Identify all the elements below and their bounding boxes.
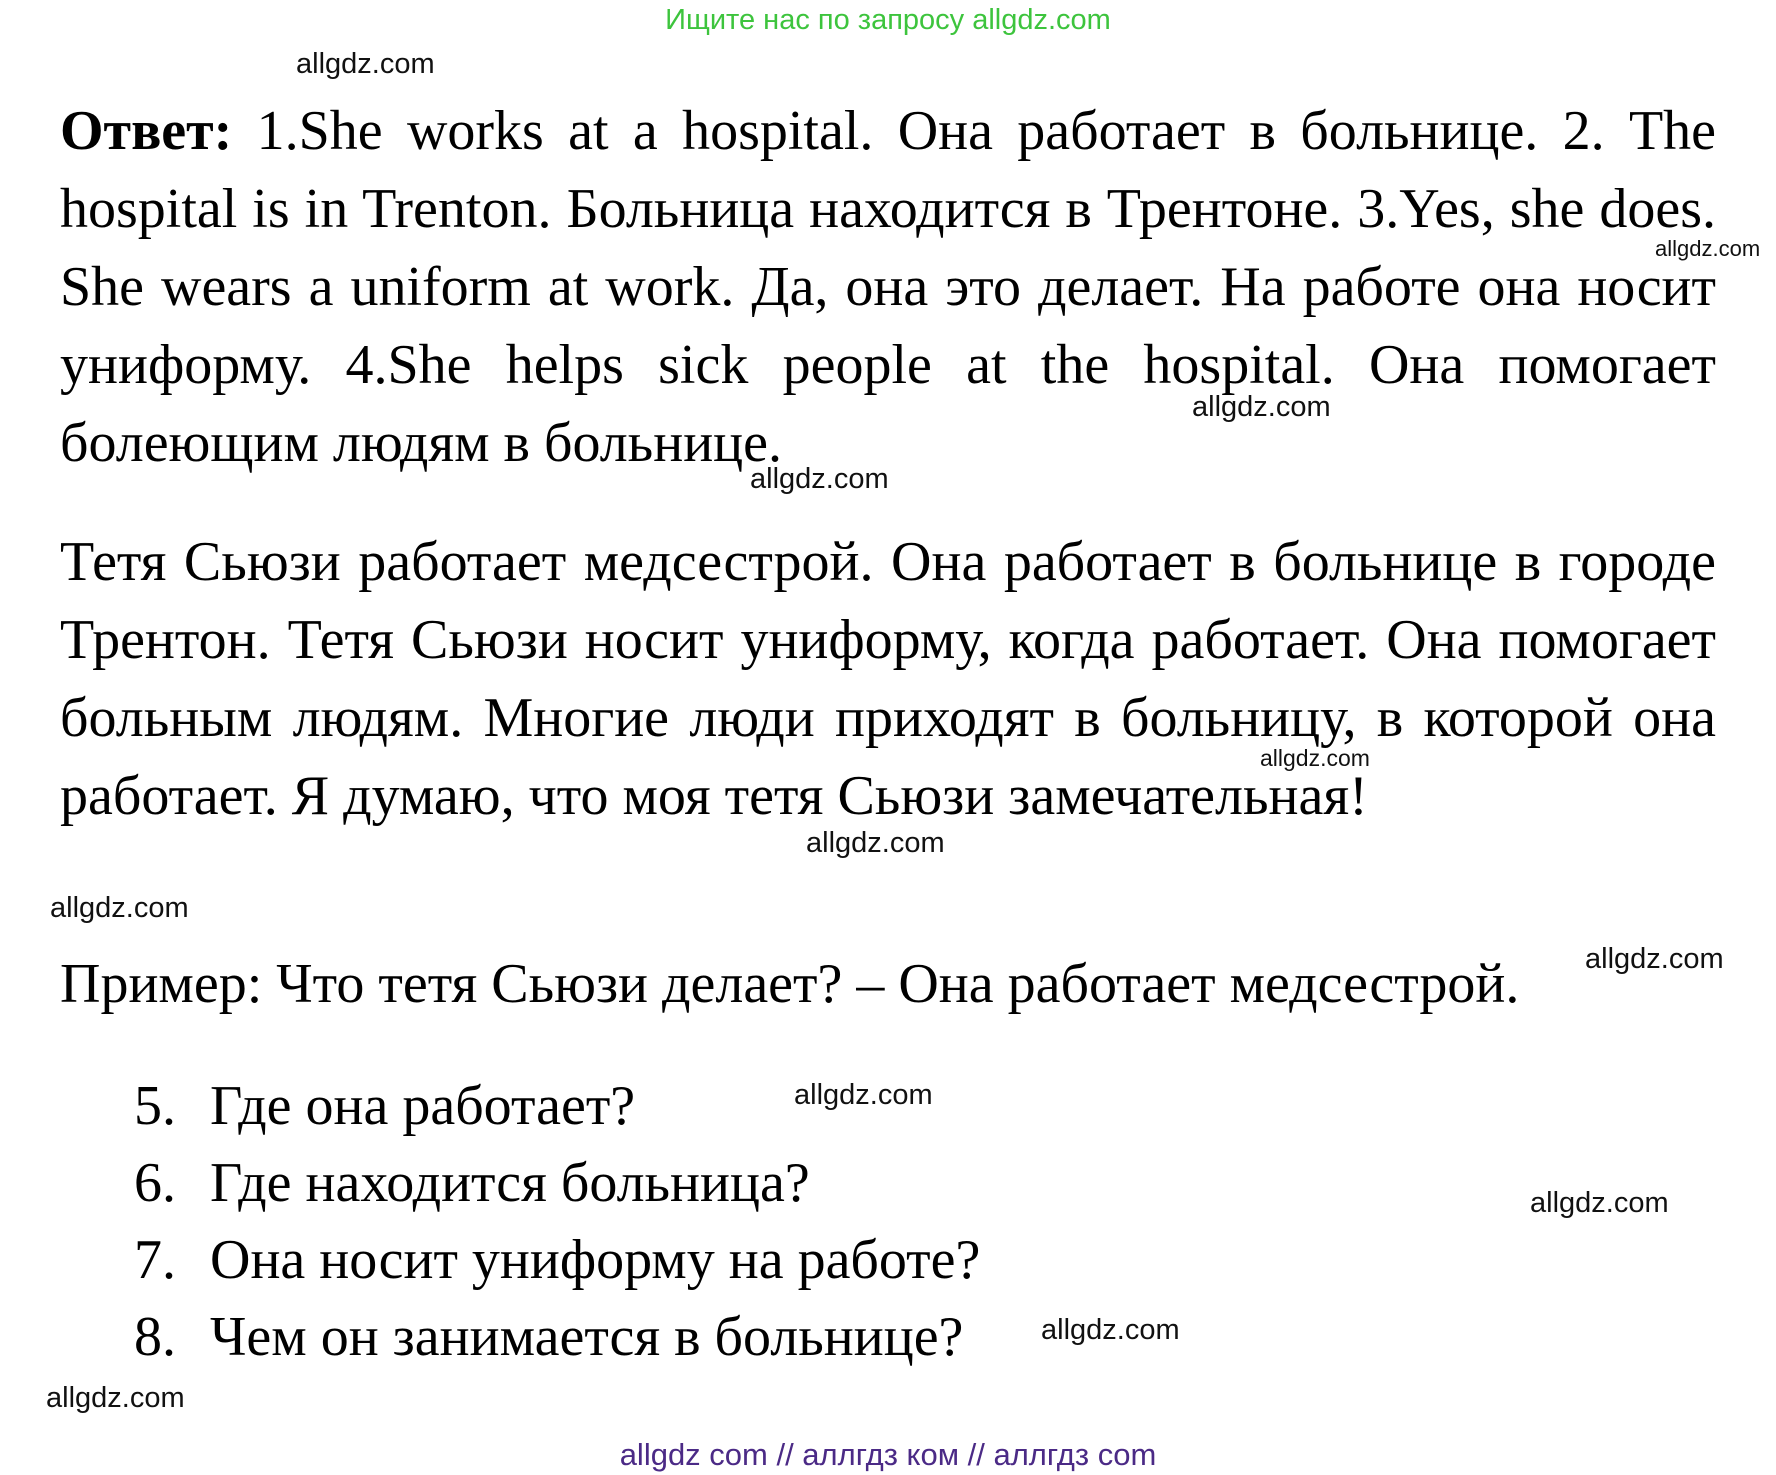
- question-number: 7.: [134, 1229, 176, 1291]
- watermark: allgdz.com: [1260, 745, 1370, 771]
- question-number: 5.: [134, 1075, 176, 1137]
- example-line: Пример: Что тетя Сьюзи делает? – Она работает медсестрой.: [60, 953, 1520, 1015]
- top-banner: Ищите нас по запросу allgdz.com: [665, 4, 1111, 36]
- question-item: [134, 1145, 980, 1222]
- watermark: allgdz.com: [750, 463, 889, 495]
- question-list: [134, 1068, 980, 1376]
- answer-text: 1.She works at a hospital. Она работает в больнице. 2. The hospital is in Trenton. Больница находится в Трентоне. 3.Yes, she does. She wears a uniform at work. Да, она это делает. На работе она носит униформу. 4.She helps sick people at the hospital. Она помогает болеющим людям в больнице.: [60, 100, 1717, 474]
- question-text: Чем он занимается в больнице?: [210, 1306, 964, 1368]
- watermark: allgdz.com: [1041, 1314, 1180, 1346]
- watermark: allgdz.com: [1530, 1187, 1669, 1219]
- question-item: [134, 1222, 980, 1299]
- question-text: Где находится больница?: [210, 1152, 810, 1214]
- question-number: 8.: [134, 1306, 176, 1368]
- question-text: Где она работает?: [210, 1075, 636, 1137]
- watermark: allgdz.com: [1655, 236, 1761, 261]
- question-number: 6.: [134, 1152, 176, 1214]
- answer-label: Ответ:: [60, 100, 233, 162]
- question-text: Она носит униформу на работе?: [210, 1229, 981, 1291]
- watermark: allgdz.com: [806, 827, 945, 859]
- watermark: allgdz.com: [296, 48, 435, 80]
- answer-paragraph: [60, 92, 1716, 482]
- watermark: allgdz.com: [1585, 943, 1724, 975]
- translation-paragraph: Тетя Сьюзи работает медсестрой. Она работает в больнице в городе Трентон. Тетя Сьюзи носит униформу, когда работает. Она помогает больным людям. Многие люди приходят в больницу, в которой она работает. Я думаю, что моя тетя Сьюзи замечательная!: [60, 531, 1716, 827]
- watermark: allgdz.com: [1192, 391, 1331, 423]
- question-item: [134, 1299, 980, 1376]
- bottom-banner: allgdz com // аллгдз ком // аллгдз com: [619, 1437, 1157, 1472]
- watermark: allgdz.com: [46, 1382, 185, 1414]
- watermark: allgdz.com: [794, 1079, 933, 1111]
- watermark: allgdz.com: [50, 892, 189, 924]
